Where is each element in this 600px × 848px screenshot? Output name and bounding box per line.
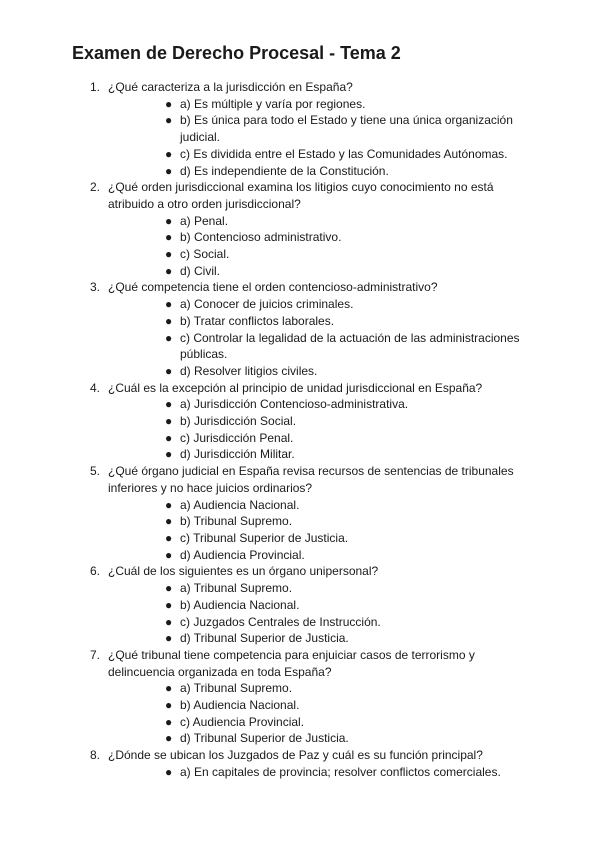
bullet-icon: ● [165,330,173,345]
answer-option [108,446,532,463]
option-text: a) Jurisdicción Contencioso-administrativa. [180,397,409,412]
answer-option [108,146,532,163]
bullet-icon: ● [165,631,173,646]
question-item [72,179,532,279]
question-text: ¿Qué órgano judicial en España revisa recursos de sentencias de tribunales inferiores y no hace juicios ordinarios? [108,464,514,495]
question-text: ¿Qué competencia tiene el orden contencioso-administrativo? [108,280,438,295]
option-text: b) Contencioso administrativo. [180,230,342,245]
bullet-icon: ● [165,547,173,562]
question-item [72,647,532,747]
option-text: c) Juzgados Centrales de Instrucción. [180,614,381,629]
question-text: ¿Qué orden jurisdiccional examina los litigios cuyo conocimiento no está atribuido a otro orden jurisdiccional? [108,180,494,211]
option-text: a) En capitales de provincia; resolver conflictos comerciales. [180,764,501,779]
option-text: c) Tribunal Superior de Justicia. [180,530,349,545]
answer-option [108,430,532,447]
bullet-icon: ● [165,447,173,462]
question-text: ¿Dónde se ubican los Juzgados de Paz y cuál es su función principal? [108,748,483,763]
bullet-icon: ● [165,430,173,445]
question-number: 6. [90,564,101,579]
bullet-icon: ● [165,313,173,328]
option-list [108,680,532,747]
bullet-icon: ● [165,514,173,529]
option-list [108,296,532,380]
bullet-icon: ● [165,497,173,512]
answer-option [108,296,532,313]
option-text: a) Tribunal Supremo. [180,581,293,596]
answer-option [108,697,532,714]
option-text: b) Es única para todo el Estado y tiene una única organización judicial. [180,113,513,145]
bullet-icon: ● [165,530,173,545]
answer-option [108,614,532,631]
question-text: ¿Qué tribunal tiene competencia para enjuiciar casos de terrorismo y delincuencia organizada en toda España? [108,647,475,679]
option-text: c) Audiencia Provincial. [180,714,305,729]
answer-option [108,413,532,430]
option-list [108,96,532,180]
question-item [72,380,532,464]
option-text: b) Audiencia Nacional. [180,597,300,612]
answer-option [108,714,532,731]
answer-option [108,396,532,413]
answer-option [108,246,532,263]
option-text: c) Es dividida entre el Estado y las Comunidades Autónomas. [180,146,508,161]
answer-option [108,580,532,597]
answer-option [108,680,532,697]
bullet-icon: ● [165,731,173,746]
answer-option [108,330,532,363]
option-text: a) Conocer de juicios criminales. [180,297,354,312]
bullet-icon: ● [165,681,173,696]
bullet-icon: ● [165,113,173,128]
bullet-icon: ● [165,263,173,278]
question-item [72,747,532,780]
option-text: a) Es múltiple y varía por regiones. [180,96,366,111]
bullet-icon: ● [165,247,173,262]
option-text: d) Es independiente de la Constitución. [180,163,389,178]
bullet-icon: ● [165,414,173,429]
question-item [72,79,532,179]
question-item [72,279,532,379]
bullet-icon: ● [165,397,173,412]
option-text: c) Social. [180,247,230,262]
option-list [108,497,532,564]
option-text: d) Resolver litigios civiles. [180,363,318,378]
bullet-icon: ● [165,213,173,228]
question-text: ¿Cuál de los siguientes es un órgano unipersonal? [108,564,379,579]
option-list [108,580,532,647]
option-list [108,764,532,781]
option-text: c) Controlar la legalidad de la actuación de las administraciones públicas. [180,330,520,362]
question-item [72,463,532,563]
answer-option [108,363,532,380]
answer-option [108,730,532,747]
question-number: 2. [90,180,101,195]
option-text: a) Tribunal Supremo. [180,681,293,696]
page-title: Examen de Derecho Procesal - Tema 2 [72,43,401,63]
answer-option [108,213,532,230]
bullet-icon: ● [165,146,173,161]
bullet-icon: ● [165,614,173,629]
bullet-icon: ● [165,297,173,312]
bullet-icon: ● [165,698,173,713]
answer-option [108,764,532,781]
option-text: d) Tribunal Superior de Justicia. [180,731,349,746]
bullet-icon: ● [165,230,173,245]
question-number: 4. [90,380,101,395]
answer-option [108,229,532,246]
answer-option [108,263,532,280]
option-text: d) Civil. [180,263,221,278]
option-text: d) Audiencia Provincial. [180,547,305,562]
bullet-icon: ● [165,581,173,596]
answer-option [108,163,532,180]
answer-option [108,597,532,614]
option-text: c) Jurisdicción Penal. [180,430,294,445]
option-list [108,396,532,463]
option-list [108,213,532,280]
answer-option [108,96,532,113]
question-number: 8. [90,748,101,763]
question-text: ¿Qué caracteriza a la jurisdicción en España? [108,80,353,94]
answer-option [108,630,532,647]
option-text: a) Audiencia Nacional. [180,497,300,512]
answer-option [108,497,532,514]
bullet-icon: ● [165,597,173,612]
bullet-icon: ● [165,363,173,378]
answer-option [108,513,532,530]
option-text: d) Jurisdicción Militar. [180,447,295,462]
question-number: 3. [90,280,101,295]
bullet-icon: ● [165,764,173,779]
option-text: b) Tratar conflictos laborales. [180,313,335,328]
bullet-icon: ● [165,714,173,729]
answer-option [108,530,532,547]
bullet-icon: ● [165,163,173,178]
answer-option [108,547,532,564]
question-text: ¿Cuál es la excepción al principio de unidad jurisdiccional en España? [108,380,483,395]
option-text: d) Tribunal Superior de Justicia. [180,631,349,646]
option-text: b) Jurisdicción Social. [180,414,297,429]
option-text: b) Audiencia Nacional. [180,698,300,713]
question-item [72,563,532,647]
option-text: a) Penal. [180,213,229,228]
question-number: 7. [90,647,101,662]
bullet-icon: ● [165,96,173,111]
option-text: b) Tribunal Supremo. [180,514,293,529]
answer-option [108,313,532,330]
answer-option [108,112,532,145]
question-list [72,79,532,781]
question-number: 1. [90,80,101,94]
question-number: 5. [90,464,101,479]
